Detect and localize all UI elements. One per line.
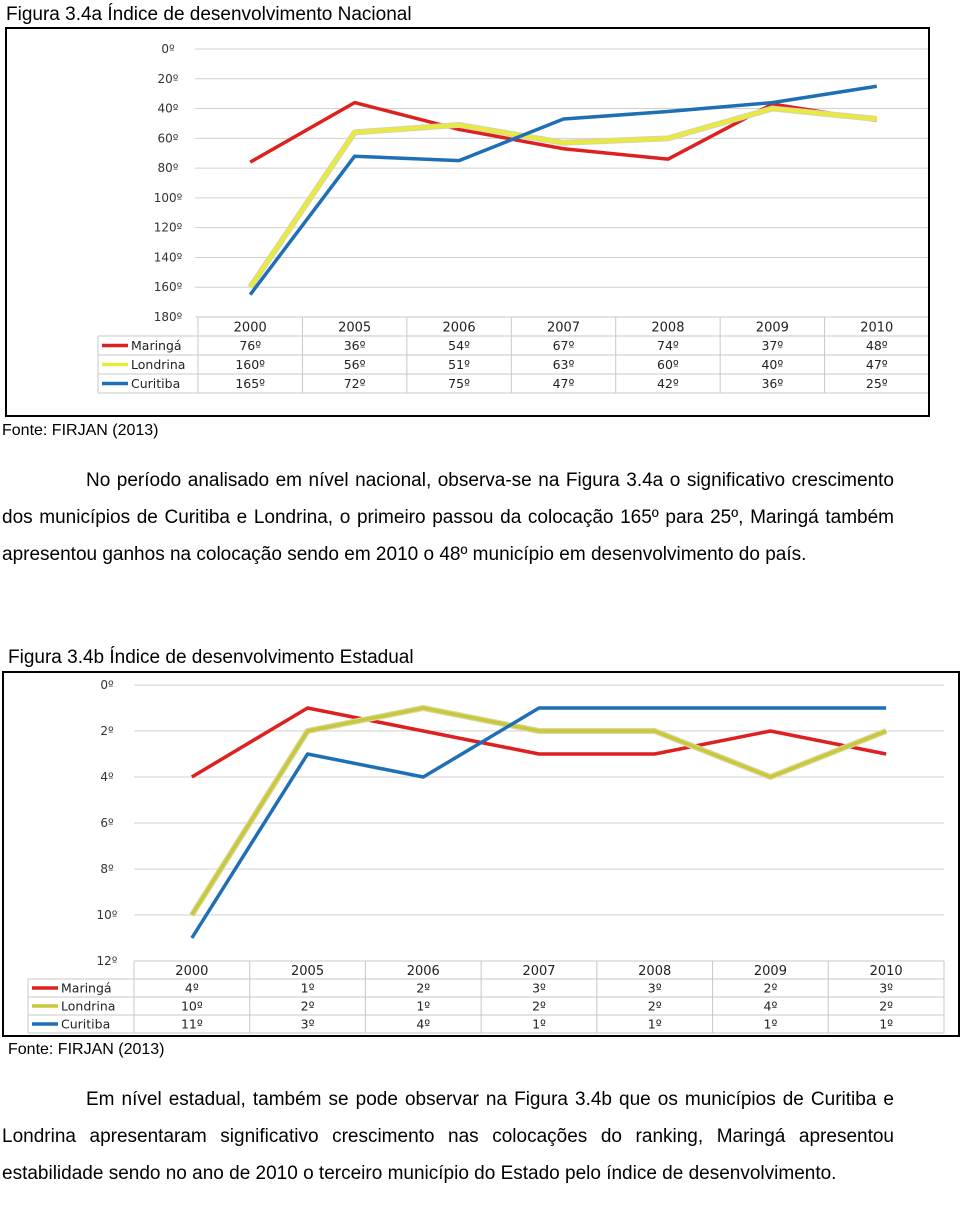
state-chart-data-label: 3º bbox=[879, 980, 894, 996]
state-chart-series-maringa-line bbox=[192, 708, 886, 777]
national-chart-data-label: 74º bbox=[657, 338, 679, 353]
national-chart-data-label: 72º bbox=[343, 376, 366, 391]
national-chart-data-label: 40º bbox=[761, 357, 784, 372]
state-chart-y-tick-label: 6º bbox=[100, 816, 114, 830]
national-chart-data-label: 36º bbox=[761, 376, 784, 391]
national-chart-data-label: 165º bbox=[235, 376, 266, 391]
national-chart-x-category-label: 2009 bbox=[755, 320, 789, 336]
national-chart-y-tick-label: 160º bbox=[153, 280, 183, 295]
paragraph-national-text: No período analisado em nível nacional, observa-se na Figura 3.4a o significativo crescimento dos municípios de Curitiba e Londrina, o primeiro passou da colocação 165º para 25º, Maringá também apresentou ganhos na colocação sendo em 2010 o 48º município em desenvolvimento do país. bbox=[2, 470, 894, 565]
national-chart-data-label: 48º bbox=[865, 338, 888, 353]
state-chart-x-category-label: 2008 bbox=[638, 964, 672, 979]
national-chart-x-category-label: 2007 bbox=[546, 320, 581, 336]
national-chart-legend-label: Curitiba bbox=[131, 376, 181, 391]
national-ranking-chart-svg bbox=[7, 29, 928, 415]
national-chart-y-tick-label: 180º bbox=[153, 310, 183, 324]
state-chart-data-label: 1º bbox=[879, 1016, 894, 1032]
state-chart-y-tick-label: 10º bbox=[96, 908, 118, 922]
national-chart-y-tick-label: 120º bbox=[153, 220, 183, 235]
national-chart-series-curitiba-line bbox=[250, 86, 877, 294]
national-chart-data-label: 160º bbox=[235, 357, 266, 372]
paragraph-state-text: Em nível estadual, também se pode observar na Figura 3.4b que os municípios de Curitiba e Londrina apresentaram significativo crescimento nas colocações do ranking, Maringá apresentou estabilidade sendo no ano de 2010 o terceiro município do Estado pelo índice de desenvolvimento. bbox=[2, 1089, 894, 1184]
paragraph-national bbox=[2, 462, 894, 573]
national-chart-x-category-label: 2005 bbox=[338, 320, 372, 336]
national-chart-data-label: 25º bbox=[865, 376, 888, 391]
state-chart-data-label: 3º bbox=[647, 980, 662, 996]
state-chart-data-label: 1º bbox=[416, 998, 431, 1014]
national-chart-data-label: 47º bbox=[552, 376, 575, 391]
state-chart-data-label: 10º bbox=[180, 998, 203, 1014]
state-chart-x-category-label: 2009 bbox=[753, 964, 787, 979]
national-ranking-chart bbox=[5, 27, 930, 417]
state-chart-y-tick-label: 8º bbox=[100, 862, 114, 876]
national-chart-y-tick-label: 0º bbox=[161, 42, 175, 56]
state-chart-data-label: 1º bbox=[763, 1016, 778, 1032]
figure-a-caption: Figura 3.4a Índice de desenvolvimento Nacional bbox=[6, 4, 412, 25]
figure-b-caption: Figura 3.4b Índice de desenvolvimento Estadual bbox=[8, 647, 414, 668]
state-chart-x-category-label: 2010 bbox=[869, 964, 903, 979]
national-chart-data-label: 42º bbox=[657, 376, 679, 391]
state-chart-data-label: 2º bbox=[879, 998, 894, 1014]
national-chart-data-label: 56º bbox=[343, 357, 366, 372]
national-chart-data-label: 36º bbox=[343, 338, 366, 353]
state-chart-data-label: 3º bbox=[300, 1016, 315, 1032]
national-chart-x-category-label: 2010 bbox=[860, 320, 894, 336]
national-chart-y-tick-label: 100º bbox=[153, 190, 183, 205]
state-ranking-chart-svg bbox=[4, 673, 958, 1035]
state-chart-series-londrina-line bbox=[192, 708, 886, 915]
state-chart-data-label: 2º bbox=[647, 998, 662, 1014]
figure-b-source: Fonte: FIRJAN (2013) bbox=[8, 1041, 165, 1058]
state-chart-data-label: 1º bbox=[300, 980, 315, 996]
state-chart-legend-label: Maringá bbox=[61, 980, 112, 996]
national-chart-data-label: 51º bbox=[448, 357, 470, 372]
state-chart-data-label: 4º bbox=[416, 1016, 431, 1032]
national-chart-x-category-label: 2008 bbox=[651, 320, 685, 336]
state-chart-data-label: 1º bbox=[532, 1016, 546, 1032]
national-chart-legend-label: Maringá bbox=[131, 338, 182, 353]
national-chart-data-label: 54º bbox=[448, 338, 470, 353]
state-chart-x-category-label: 2006 bbox=[406, 964, 440, 979]
national-chart-data-label: 67º bbox=[552, 338, 575, 353]
national-chart-x-category-label: 2006 bbox=[442, 320, 476, 336]
state-chart-data-label: 1º bbox=[647, 1016, 662, 1032]
state-chart-data-label: 4º bbox=[184, 980, 199, 996]
national-chart-y-tick-label: 140º bbox=[153, 250, 183, 265]
paragraph-state bbox=[2, 1081, 894, 1192]
state-chart-data-label: 2º bbox=[763, 980, 778, 996]
national-chart-data-label: 76º bbox=[239, 338, 262, 353]
state-chart-y-tick-label: 2º bbox=[100, 724, 114, 738]
state-chart-y-tick-label: 0º bbox=[100, 678, 114, 692]
state-chart-data-label: 11º bbox=[180, 1016, 203, 1032]
state-chart-legend-label: Londrina bbox=[61, 998, 116, 1014]
national-chart-legend-label: Londrina bbox=[131, 357, 186, 372]
national-chart-y-tick-label: 20º bbox=[157, 71, 179, 86]
national-chart-y-tick-label: 40º bbox=[157, 101, 179, 116]
state-chart-y-tick-label: 4º bbox=[100, 770, 114, 784]
state-chart-data-label: 2º bbox=[300, 998, 315, 1014]
national-chart-data-label: 37º bbox=[761, 338, 784, 353]
national-chart-y-tick-label: 80º bbox=[157, 161, 179, 176]
national-chart-data-label: 75º bbox=[448, 376, 470, 391]
state-chart-y-tick-label: 12º bbox=[96, 954, 118, 968]
state-chart-data-label: 4º bbox=[763, 998, 778, 1014]
state-chart-x-category-label: 2000 bbox=[175, 964, 209, 979]
state-chart-series-londrina-outline bbox=[192, 708, 886, 915]
national-chart-data-label: 60º bbox=[657, 357, 679, 372]
state-chart-x-category-label: 2007 bbox=[522, 964, 556, 979]
state-chart-data-label: 2º bbox=[532, 998, 546, 1014]
national-chart-data-label: 63º bbox=[552, 357, 575, 372]
national-chart-data-label: 47º bbox=[865, 357, 888, 372]
state-chart-data-label: 2º bbox=[416, 980, 431, 996]
national-chart-x-category-label: 2000 bbox=[233, 320, 267, 336]
figure-a-source: Fonte: FIRJAN (2013) bbox=[2, 422, 159, 439]
state-ranking-chart bbox=[2, 671, 960, 1037]
state-chart-data-label: 3º bbox=[532, 980, 546, 996]
national-chart-y-tick-label: 60º bbox=[157, 131, 179, 146]
state-chart-x-category-label: 2005 bbox=[291, 964, 325, 979]
state-chart-legend-label: Curitiba bbox=[61, 1016, 111, 1032]
